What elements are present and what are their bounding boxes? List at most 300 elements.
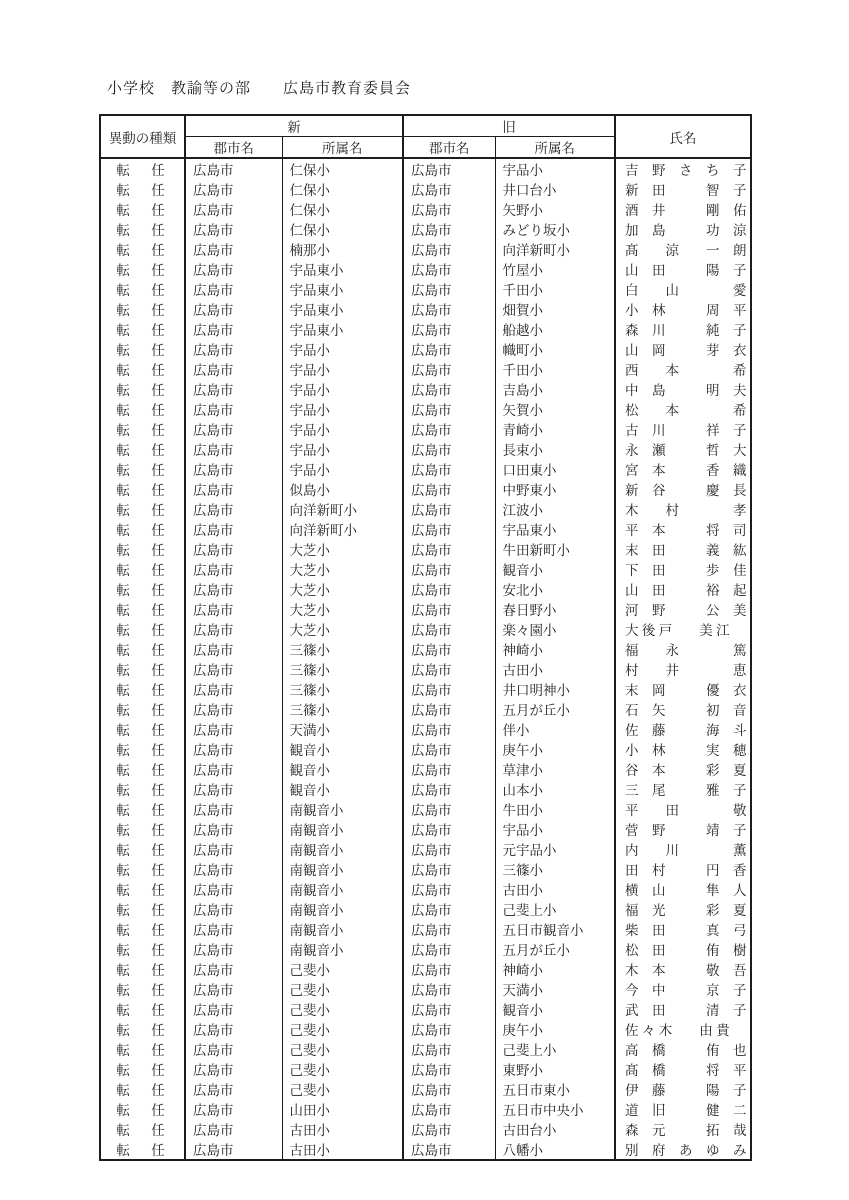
new-district-cell: 広島市 <box>185 799 282 819</box>
teacher-name-cell: 平 田 敬 <box>625 803 747 818</box>
transfer-type-cell: 転 任 <box>100 1119 185 1139</box>
header-transfer-type: 異動の種類 <box>100 115 185 158</box>
old-district-cell: 広島市 <box>403 499 495 519</box>
teacher-name-cell: 平 本 将 司 <box>625 523 747 538</box>
old-school-cell: 吉島小 <box>495 379 615 399</box>
new-school-cell: 楠那小 <box>282 239 403 259</box>
transfer-type-cell: 転 任 <box>100 799 185 819</box>
new-school-cell: 似島小 <box>282 479 403 499</box>
old-school-cell: 五日市東小 <box>495 1079 615 1099</box>
table-row <box>100 959 751 979</box>
new-district-cell: 広島市 <box>185 839 282 859</box>
transfer-type-cell: 転 任 <box>100 639 185 659</box>
table-body <box>100 158 751 1160</box>
new-district-cell: 広島市 <box>185 259 282 279</box>
teacher-name-cell: 横 山 隼 人 <box>625 883 747 898</box>
new-school-cell: 己斐小 <box>282 999 403 1019</box>
header-new-district: 郡市名 <box>185 137 282 159</box>
teacher-name-cell: 道 旧 健 二 <box>625 1103 747 1118</box>
old-school-cell: 五月が丘小 <box>495 699 615 719</box>
old-district-cell: 広島市 <box>403 1039 495 1059</box>
table-row <box>100 939 751 959</box>
new-district-cell: 広島市 <box>185 599 282 619</box>
header-name: 氏名 <box>615 115 751 158</box>
old-district-cell: 広島市 <box>403 679 495 699</box>
new-school-cell: 宇品小 <box>282 399 403 419</box>
teacher-name-cell: 新 田 智 子 <box>625 183 747 198</box>
old-district-cell: 広島市 <box>403 819 495 839</box>
old-district-cell: 広島市 <box>403 219 495 239</box>
new-district-cell: 広島市 <box>185 399 282 419</box>
teacher-name-cell: 中 島 明 夫 <box>625 383 747 398</box>
header-row-groups <box>100 115 751 137</box>
old-school-cell: 古田小 <box>495 659 615 679</box>
new-school-cell: 己斐小 <box>282 1019 403 1039</box>
new-school-cell: 天満小 <box>282 719 403 739</box>
new-school-cell: 大芝小 <box>282 579 403 599</box>
new-school-cell: 仁保小 <box>282 179 403 199</box>
teacher-name-cell: 白 山 愛 <box>625 283 747 298</box>
new-district-cell: 広島市 <box>185 859 282 879</box>
transfer-type-cell: 転 任 <box>100 779 185 799</box>
old-district-cell: 広島市 <box>403 959 495 979</box>
teacher-name-cell: 福 永 篤 <box>625 643 747 658</box>
old-school-cell: 千田小 <box>495 359 615 379</box>
transfer-type-cell: 転 任 <box>100 158 185 179</box>
old-school-cell: 五日市中央小 <box>495 1099 615 1119</box>
old-school-cell: 船越小 <box>495 319 615 339</box>
transfer-table <box>99 114 752 1161</box>
old-district-cell: 広島市 <box>403 1079 495 1099</box>
table-row <box>100 759 751 779</box>
transfer-type-cell: 転 任 <box>100 499 185 519</box>
table-row <box>100 739 751 759</box>
teacher-name-cell: 谷 本 彩 夏 <box>625 763 747 778</box>
transfer-type-cell: 転 任 <box>100 479 185 499</box>
teacher-name-cell: 山 岡 芽 衣 <box>625 343 747 358</box>
teacher-name-cell: 加 島 功 涼 <box>625 223 747 238</box>
new-school-cell: 大芝小 <box>282 559 403 579</box>
new-district-cell: 広島市 <box>185 939 282 959</box>
teacher-name-cell: 河 野 公 美 <box>625 603 747 618</box>
new-district-cell: 広島市 <box>185 659 282 679</box>
teacher-name-cell: 山 田 陽 子 <box>625 263 747 278</box>
table-row <box>100 599 751 619</box>
old-district-cell: 広島市 <box>403 1059 495 1079</box>
new-district-cell: 広島市 <box>185 1139 282 1160</box>
old-school-cell: 向洋新町小 <box>495 239 615 259</box>
new-school-cell: 南観音小 <box>282 919 403 939</box>
old-district-cell: 広島市 <box>403 158 495 179</box>
new-school-cell: 大芝小 <box>282 619 403 639</box>
old-district-cell: 広島市 <box>403 939 495 959</box>
teacher-name-cell: 武 田 清 子 <box>625 1003 747 1018</box>
old-district-cell: 広島市 <box>403 739 495 759</box>
table-row <box>100 899 751 919</box>
old-school-cell: 宇品小 <box>495 819 615 839</box>
new-district-cell: 広島市 <box>185 579 282 599</box>
new-school-cell: 宇品東小 <box>282 279 403 299</box>
new-district-cell: 広島市 <box>185 539 282 559</box>
transfer-type-cell: 転 任 <box>100 419 185 439</box>
new-school-cell: 南観音小 <box>282 899 403 919</box>
transfer-type-cell: 転 任 <box>100 439 185 459</box>
transfer-type-cell: 転 任 <box>100 399 185 419</box>
new-district-cell: 広島市 <box>185 759 282 779</box>
table-row <box>100 719 751 739</box>
page-title: 小学校 教諭等の部 広島市教育委員会 <box>107 81 412 97</box>
old-school-cell: 山本小 <box>495 779 615 799</box>
old-district-cell: 広島市 <box>403 699 495 719</box>
transfer-type-cell: 転 任 <box>100 199 185 219</box>
new-district-cell: 広島市 <box>185 739 282 759</box>
teacher-name-cell: 髙 涼 一 朗 <box>625 243 747 258</box>
table-row <box>100 319 751 339</box>
teacher-name-cell: 永 瀬 哲 大 <box>625 443 747 458</box>
new-district-cell: 広島市 <box>185 339 282 359</box>
old-school-cell: 井口明神小 <box>495 679 615 699</box>
teacher-name-cell: 菅 野 靖 子 <box>625 823 747 838</box>
table-row <box>100 1099 751 1119</box>
teacher-name-cell: 松 本 希 <box>625 403 747 418</box>
old-school-cell: 神崎小 <box>495 639 615 659</box>
table-row <box>100 1059 751 1079</box>
old-district-cell: 広島市 <box>403 299 495 319</box>
old-district-cell: 広島市 <box>403 619 495 639</box>
new-district-cell: 広島市 <box>185 379 282 399</box>
old-school-cell: 古田台小 <box>495 1119 615 1139</box>
transfer-type-cell: 転 任 <box>100 739 185 759</box>
new-school-cell: 南観音小 <box>282 819 403 839</box>
transfer-type-cell: 転 任 <box>100 999 185 1019</box>
transfer-type-cell: 転 任 <box>100 759 185 779</box>
new-district-cell: 広島市 <box>185 979 282 999</box>
old-district-cell: 広島市 <box>403 459 495 479</box>
old-district-cell: 広島市 <box>403 979 495 999</box>
new-district-cell: 広島市 <box>185 1059 282 1079</box>
old-district-cell: 広島市 <box>403 439 495 459</box>
new-school-cell: 南観音小 <box>282 799 403 819</box>
teacher-name-cell: 西 本 希 <box>625 363 747 378</box>
old-school-cell: 竹屋小 <box>495 259 615 279</box>
table-row <box>100 979 751 999</box>
new-district-cell: 広島市 <box>185 1019 282 1039</box>
old-school-cell: 長束小 <box>495 439 615 459</box>
new-district-cell: 広島市 <box>185 419 282 439</box>
old-district-cell: 広島市 <box>403 479 495 499</box>
old-school-cell: 五日市観音小 <box>495 919 615 939</box>
teacher-name-cell: 森 元 拓 哉 <box>625 1123 747 1138</box>
new-district-cell: 広島市 <box>185 319 282 339</box>
old-school-cell: 三篠小 <box>495 859 615 879</box>
table-row <box>100 219 751 239</box>
old-school-cell: 庚午小 <box>495 1019 615 1039</box>
new-district-cell: 広島市 <box>185 1039 282 1059</box>
teacher-name-cell: 福 光 彩 夏 <box>625 903 747 918</box>
transfer-type-cell: 転 任 <box>100 979 185 999</box>
new-district-cell: 広島市 <box>185 459 282 479</box>
new-school-cell: 己斐小 <box>282 1059 403 1079</box>
transfer-type-cell: 転 任 <box>100 599 185 619</box>
table-row <box>100 499 751 519</box>
table-row <box>100 379 751 399</box>
old-district-cell: 広島市 <box>403 799 495 819</box>
old-school-cell: 幟町小 <box>495 339 615 359</box>
old-school-cell: 神崎小 <box>495 959 615 979</box>
new-district-cell: 広島市 <box>185 479 282 499</box>
new-school-cell: 宇品東小 <box>282 259 403 279</box>
old-school-cell: 庚午小 <box>495 739 615 759</box>
old-district-cell: 広島市 <box>403 859 495 879</box>
table-row <box>100 679 751 699</box>
new-school-cell: 仁保小 <box>282 219 403 239</box>
teacher-name-cell: 田 村 円 香 <box>625 863 747 878</box>
old-school-cell: 千田小 <box>495 279 615 299</box>
old-school-cell: 春日野小 <box>495 599 615 619</box>
transfer-type-cell: 転 任 <box>100 259 185 279</box>
new-district-cell: 広島市 <box>185 679 282 699</box>
new-district-cell: 広島市 <box>185 699 282 719</box>
teacher-name-cell: 山 田 裕 起 <box>625 583 747 598</box>
transfer-type-cell: 転 任 <box>100 919 185 939</box>
transfer-type-cell: 転 任 <box>100 1059 185 1079</box>
table-row <box>100 539 751 559</box>
old-district-cell: 広島市 <box>403 399 495 419</box>
new-district-cell: 広島市 <box>185 158 282 179</box>
new-school-cell: 宇品東小 <box>282 299 403 319</box>
old-district-cell: 広島市 <box>403 239 495 259</box>
old-school-cell: 観音小 <box>495 559 615 579</box>
old-school-cell: 宇品東小 <box>495 519 615 539</box>
old-district-cell: 広島市 <box>403 999 495 1019</box>
teacher-name-cell: 小 林 周 平 <box>625 303 747 318</box>
new-school-cell: 己斐小 <box>282 979 403 999</box>
old-school-cell: 己斐上小 <box>495 899 615 919</box>
new-school-cell: 仁保小 <box>282 158 403 179</box>
old-school-cell: 楽々園小 <box>495 619 615 639</box>
table-row <box>100 1019 751 1039</box>
new-district-cell: 広島市 <box>185 359 282 379</box>
new-school-cell: 三篠小 <box>282 639 403 659</box>
teacher-name-cell: 森 川 純 子 <box>625 323 747 338</box>
table-row <box>100 399 751 419</box>
table-row <box>100 459 751 479</box>
new-school-cell: 宇品小 <box>282 379 403 399</box>
old-school-cell: 東野小 <box>495 1059 615 1079</box>
old-school-cell: 矢賀小 <box>495 399 615 419</box>
teacher-name-cell: 木 村 孝 <box>625 503 747 518</box>
table-row <box>100 419 751 439</box>
teacher-name-cell: 村 井 恵 <box>625 663 747 678</box>
transfer-type-cell: 転 任 <box>100 539 185 559</box>
old-school-cell: 古田小 <box>495 879 615 899</box>
old-school-cell: 江波小 <box>495 499 615 519</box>
table-row <box>100 359 751 379</box>
transfer-type-cell: 転 任 <box>100 219 185 239</box>
old-district-cell: 広島市 <box>403 279 495 299</box>
old-school-cell: 五月が丘小 <box>495 939 615 959</box>
new-district-cell: 広島市 <box>185 819 282 839</box>
header-old-district: 郡市名 <box>403 137 495 159</box>
teacher-name-cell: 吉 野 さ ち 子 <box>625 163 747 178</box>
header-old-affiliation: 所属名 <box>495 137 615 159</box>
table-row <box>100 179 751 199</box>
old-school-cell: 観音小 <box>495 999 615 1019</box>
teacher-name-cell: 今 中 京 子 <box>625 983 747 998</box>
table-row <box>100 819 751 839</box>
teacher-name-cell: 末 岡 優 衣 <box>625 683 747 698</box>
transfer-type-cell: 転 任 <box>100 299 185 319</box>
table-row <box>100 779 751 799</box>
old-school-cell: みどり坂小 <box>495 219 615 239</box>
table-row <box>100 158 751 179</box>
new-district-cell: 広島市 <box>185 719 282 739</box>
old-school-cell: 中野東小 <box>495 479 615 499</box>
table-row <box>100 1039 751 1059</box>
transfer-type-cell: 転 任 <box>100 839 185 859</box>
new-district-cell: 広島市 <box>185 439 282 459</box>
teacher-name-cell: 松 田 侑 樹 <box>625 943 747 958</box>
teacher-name-cell: 宮 本 香 織 <box>625 463 747 478</box>
new-district-cell: 広島市 <box>185 239 282 259</box>
old-school-cell: 伴小 <box>495 719 615 739</box>
new-district-cell: 広島市 <box>185 779 282 799</box>
new-school-cell: 南観音小 <box>282 879 403 899</box>
new-district-cell: 広島市 <box>185 519 282 539</box>
teacher-name-cell: 内 川 薫 <box>625 843 747 858</box>
teacher-name-cell: 佐 藤 海 斗 <box>625 723 747 738</box>
teacher-name-cell: 三 尾 雅 子 <box>625 783 747 798</box>
transfer-type-cell: 転 任 <box>100 1079 185 1099</box>
new-district-cell: 広島市 <box>185 619 282 639</box>
teacher-name-cell: 小 林 実 穂 <box>625 743 747 758</box>
old-district-cell: 広島市 <box>403 1119 495 1139</box>
old-district-cell: 広島市 <box>403 779 495 799</box>
transfer-type-cell: 転 任 <box>100 899 185 919</box>
old-district-cell: 広島市 <box>403 359 495 379</box>
table-row <box>100 339 751 359</box>
teacher-name-cell: 古 川 祥 子 <box>625 423 747 438</box>
old-school-cell: 宇品小 <box>495 158 615 179</box>
old-school-cell: 天満小 <box>495 979 615 999</box>
transfer-type-cell: 転 任 <box>100 699 185 719</box>
new-school-cell: 三篠小 <box>282 699 403 719</box>
old-district-cell: 広島市 <box>403 1099 495 1119</box>
transfer-type-cell: 転 任 <box>100 239 185 259</box>
teacher-name-cell: 大 後 戸 美 江 <box>625 623 730 638</box>
transfer-type-cell: 転 任 <box>100 579 185 599</box>
new-school-cell: 観音小 <box>282 779 403 799</box>
new-school-cell: 南観音小 <box>282 939 403 959</box>
new-school-cell: 宇品小 <box>282 339 403 359</box>
teacher-name-cell: 高 橋 侑 也 <box>625 1043 747 1058</box>
new-school-cell: 三篠小 <box>282 679 403 699</box>
table-row <box>100 519 751 539</box>
header-new-affiliation: 所属名 <box>282 137 403 159</box>
transfer-type-cell: 転 任 <box>100 659 185 679</box>
transfer-type-cell: 転 任 <box>100 559 185 579</box>
new-school-cell: 山田小 <box>282 1099 403 1119</box>
new-district-cell: 広島市 <box>185 299 282 319</box>
table-row <box>100 799 751 819</box>
new-school-cell: 己斐小 <box>282 959 403 979</box>
old-school-cell: 口田東小 <box>495 459 615 479</box>
old-district-cell: 広島市 <box>403 519 495 539</box>
new-district-cell: 広島市 <box>185 559 282 579</box>
transfer-type-cell: 転 任 <box>100 179 185 199</box>
new-district-cell: 広島市 <box>185 899 282 919</box>
old-district-cell: 広島市 <box>403 259 495 279</box>
teacher-name-cell: 下 田 歩 佳 <box>625 563 747 578</box>
new-school-cell: 向洋新町小 <box>282 499 403 519</box>
transfer-type-cell: 転 任 <box>100 1019 185 1039</box>
teacher-name-cell: 末 田 義 紘 <box>625 543 747 558</box>
old-school-cell: 牛田新町小 <box>495 539 615 559</box>
teacher-name-cell: 柴 田 真 弓 <box>625 923 747 938</box>
transfer-type-cell: 転 任 <box>100 1139 185 1160</box>
new-school-cell: 南観音小 <box>282 859 403 879</box>
new-district-cell: 広島市 <box>185 879 282 899</box>
teacher-name-cell: 石 矢 初 音 <box>625 703 747 718</box>
old-school-cell: 牛田小 <box>495 799 615 819</box>
transfer-type-cell: 転 任 <box>100 459 185 479</box>
new-district-cell: 広島市 <box>185 279 282 299</box>
new-school-cell: 宇品小 <box>282 459 403 479</box>
new-school-cell: 古田小 <box>282 1139 403 1160</box>
old-district-cell: 広島市 <box>403 419 495 439</box>
new-district-cell: 広島市 <box>185 999 282 1019</box>
teacher-name-cell: 伊 藤 陽 子 <box>625 1083 747 1098</box>
table-row <box>100 839 751 859</box>
transfer-type-cell: 転 任 <box>100 1039 185 1059</box>
table-row <box>100 559 751 579</box>
old-school-cell: 井口台小 <box>495 179 615 199</box>
transfer-type-cell: 転 任 <box>100 339 185 359</box>
table-header <box>100 115 751 158</box>
table-row <box>100 1079 751 1099</box>
new-school-cell: 大芝小 <box>282 539 403 559</box>
table-row <box>100 659 751 679</box>
table-row <box>100 279 751 299</box>
new-school-cell: 宇品小 <box>282 419 403 439</box>
old-district-cell: 広島市 <box>403 659 495 679</box>
table-row <box>100 999 751 1019</box>
table-row <box>100 299 751 319</box>
old-district-cell: 広島市 <box>403 599 495 619</box>
new-school-cell: 仁保小 <box>282 199 403 219</box>
old-school-cell: 矢野小 <box>495 199 615 219</box>
transfer-type-cell: 転 任 <box>100 959 185 979</box>
transfer-type-cell: 転 任 <box>100 379 185 399</box>
teacher-name-cell: 別 府 あ ゆ み <box>625 1143 747 1158</box>
new-district-cell: 広島市 <box>185 639 282 659</box>
transfer-type-cell: 転 任 <box>100 859 185 879</box>
new-school-cell: 古田小 <box>282 1119 403 1139</box>
teacher-name-cell: 髙 橋 将 平 <box>625 1063 747 1078</box>
old-district-cell: 広島市 <box>403 839 495 859</box>
old-district-cell: 広島市 <box>403 639 495 659</box>
table-row <box>100 199 751 219</box>
old-district-cell: 広島市 <box>403 899 495 919</box>
old-district-cell: 広島市 <box>403 1019 495 1039</box>
new-school-cell: 宇品東小 <box>282 319 403 339</box>
old-school-cell: 己斐上小 <box>495 1039 615 1059</box>
old-district-cell: 広島市 <box>403 919 495 939</box>
new-district-cell: 広島市 <box>185 1099 282 1119</box>
transfer-type-cell: 転 任 <box>100 879 185 899</box>
old-district-cell: 広島市 <box>403 579 495 599</box>
old-district-cell: 広島市 <box>403 759 495 779</box>
